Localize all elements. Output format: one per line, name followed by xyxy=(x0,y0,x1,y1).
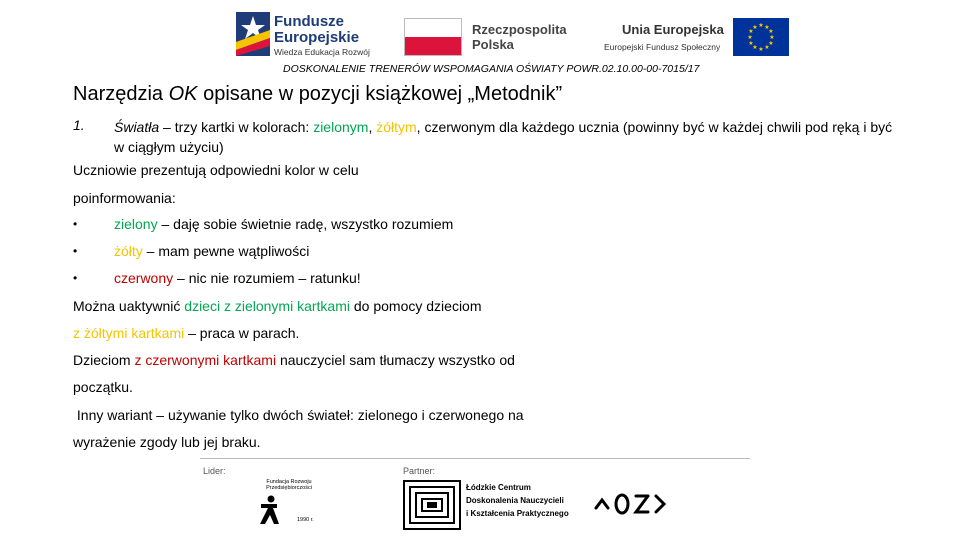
title-em: OK xyxy=(168,83,198,105)
svg-text:★: ★ xyxy=(764,24,770,31)
para3-b: nauczyciel sam tłumaczy wszystko od xyxy=(276,352,515,368)
title-pre: Narzędzia xyxy=(73,83,169,105)
para4-line1: Inny wariant – używanie tylko dwóch świateł: zielonego i czerwonego na xyxy=(73,407,524,423)
rp-line1: Rzeczpospolita xyxy=(472,22,567,37)
bullet-item xyxy=(114,214,453,234)
item-number: 1. xyxy=(73,117,85,133)
partner-name-line: i Kształcenia Praktycznego xyxy=(466,509,569,518)
item-1-text xyxy=(114,117,904,157)
runner-icon xyxy=(259,495,281,525)
para3-red: z czerwonymi kartkami xyxy=(134,352,277,368)
svg-text:★: ★ xyxy=(752,24,758,31)
svg-text:★: ★ xyxy=(752,44,758,51)
slide-title xyxy=(73,83,562,106)
bullet-color-word: czerwony xyxy=(114,270,174,286)
svg-text:★: ★ xyxy=(758,22,764,29)
para2-line2 xyxy=(73,323,299,343)
bullet-dot: • xyxy=(73,271,78,285)
bullet-color-word: żółty xyxy=(114,243,143,259)
para2-yellow: z żółtymi kartkami xyxy=(73,325,185,341)
item-text-b: , czerwonym dla każdego ucznia (powinny być w każdej chwili pod ręką i być w ciągłym użyciu) xyxy=(114,119,893,155)
para3-a: Dzieciom xyxy=(73,352,135,368)
item-comma: , xyxy=(368,119,377,135)
svg-text:★: ★ xyxy=(769,34,775,41)
partner-name-line: Doskonalenia Nauczycieli xyxy=(466,496,564,505)
para2-line1 xyxy=(73,296,482,316)
item-yellow: żółtym xyxy=(376,119,417,135)
item-lead: Światła xyxy=(114,119,160,135)
svg-text:★: ★ xyxy=(748,40,754,47)
partner-name-line: Łódzkie Centrum xyxy=(466,483,531,492)
bullet-rest: – nic nie rozumiem – ratunku! xyxy=(173,270,361,286)
unia-europejska-logo xyxy=(600,18,790,58)
fe-sub: Wiedza Edukacja Rozwój xyxy=(274,47,370,57)
ldc-logo-icon xyxy=(403,480,461,530)
svg-text:★: ★ xyxy=(747,34,753,41)
ue-title: Unia Europejska xyxy=(622,22,724,37)
para2-b: do pomocy dzieciom xyxy=(350,298,482,314)
svg-text:★: ★ xyxy=(758,46,764,53)
svg-text:★: ★ xyxy=(768,40,774,47)
item-text-a: – trzy kartki w kolorach: xyxy=(159,119,314,135)
para1-line2: poinformowania: xyxy=(73,190,176,206)
bullet-dot: • xyxy=(73,217,78,231)
rzeczpospolita-logo xyxy=(404,18,579,58)
bullet-rest: – daję sobie świetnie radę, wszystko rozumiem xyxy=(157,216,454,232)
para2-a: Można uaktywnić xyxy=(73,298,185,314)
eu-flag-icon xyxy=(733,18,789,56)
fundusze-europejskie-logo xyxy=(236,12,376,60)
para4-line2: wyrażenie zgody lub jej braku. xyxy=(73,434,261,450)
fe-line1: Fundusze xyxy=(274,13,344,30)
title-post: opisane w pozycji książkowej „Metodnik” xyxy=(197,83,563,105)
para2-c: – praca w parach. xyxy=(184,325,300,341)
bullet-item xyxy=(114,241,309,261)
svg-text:★: ★ xyxy=(764,44,770,51)
partner-name xyxy=(466,481,569,520)
bullet-item xyxy=(114,268,361,288)
footer-divider xyxy=(200,458,750,459)
bullet-color-word: zielony xyxy=(114,216,158,232)
partner-label: Partner: xyxy=(403,466,436,476)
para1-line1: Uczniowie prezentują odpowiedni kolor w celu xyxy=(73,162,359,178)
polish-flag-icon xyxy=(404,18,462,56)
lider-name: Fundacja Rozwoju Przedsiębiorczości xyxy=(266,479,312,491)
para2-green: dzieci z zielonymi kartkami xyxy=(184,298,350,314)
fe-line2: Europejskie xyxy=(274,29,360,46)
bullet-dot: • xyxy=(73,244,78,258)
svg-text:★: ★ xyxy=(748,28,754,35)
project-line: DOSKONALENIE TRENERÓW WSPOMAGANIA OŚWIATY POWR.02.10.00-00-7015/17 xyxy=(283,63,700,75)
lider-label: Lider: xyxy=(203,466,226,476)
rp-line2: Polska xyxy=(472,37,514,52)
item-green: zielonym xyxy=(313,119,369,135)
para3-line1 xyxy=(73,350,515,370)
lider-year: 1990 r. xyxy=(297,517,314,523)
lodz-logo xyxy=(592,488,667,518)
para3-line2: początku. xyxy=(73,379,133,395)
bullet-rest: – mam pewne wątpliwości xyxy=(142,243,310,259)
fe-star-icon xyxy=(236,12,270,56)
ue-sub: Europejski Fundusz Społeczny xyxy=(604,42,721,52)
svg-text:★: ★ xyxy=(768,28,774,35)
lider-logo xyxy=(255,477,323,529)
